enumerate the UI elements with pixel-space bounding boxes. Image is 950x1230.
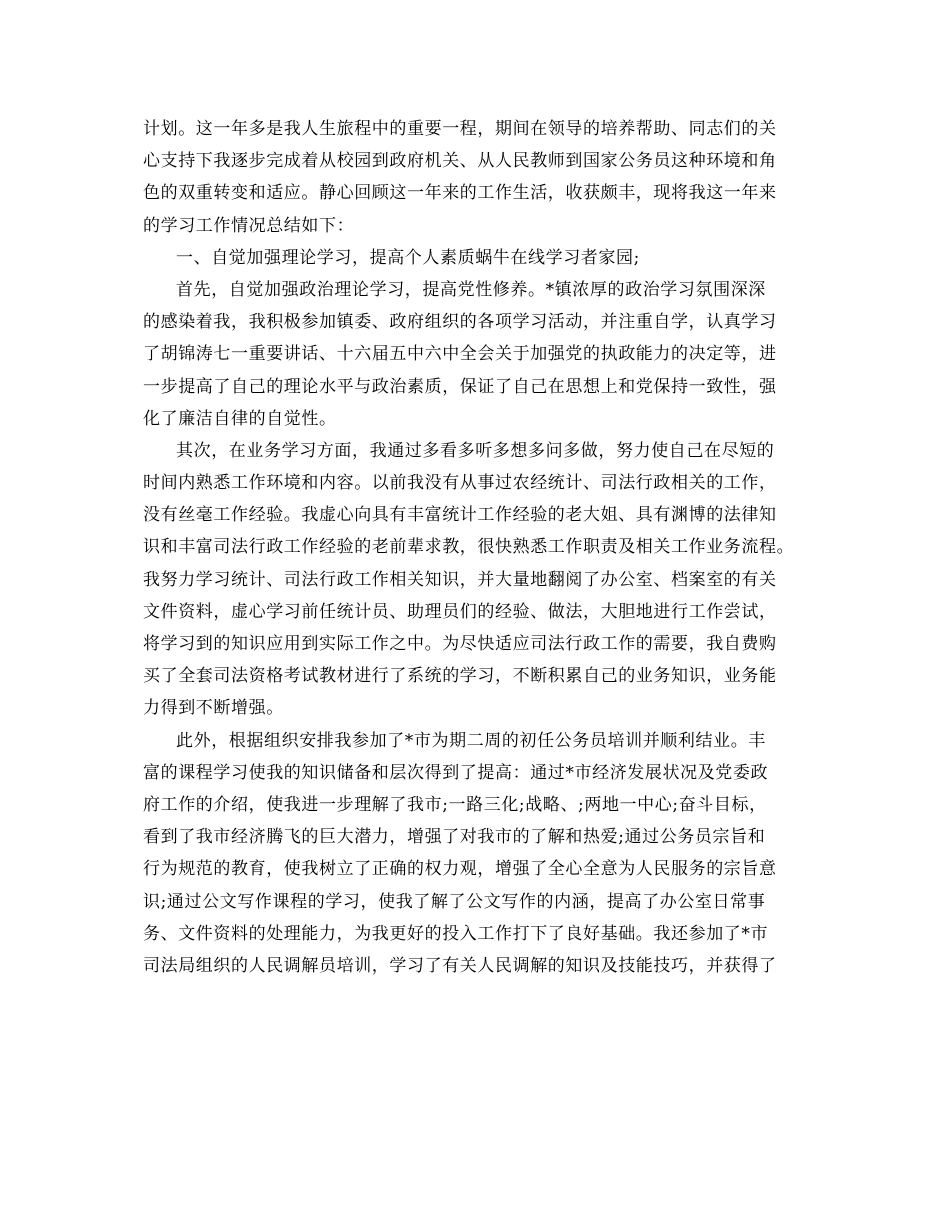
text-line: 一步提高了自己的理论水平与政治素质，保证了自己在思想上和党保持一致性，强: [143, 376, 777, 397]
text-line: 看到了我市经济腾飞的巨大潜力，增强了对我市的了解和热爱;通过公务员宗旨和: [143, 827, 766, 848]
text-line: 司法局组织的人民调解员培训，学习了有关人民调解的知识及技能技巧，并获得了: [143, 955, 777, 976]
text-line: 行为规范的教育，使我树立了正确的权力观，增强了全心全意为人民服务的宗旨意: [143, 859, 777, 880]
text-line: 力得到不断增强。: [143, 698, 284, 719]
document-body: [143, 113, 819, 982]
text-line: 识;通过公文写作课程的学习，使我了解了公文写作的内涵，提高了办公室日常事: [143, 891, 766, 912]
text-line: 了胡锦涛七一重要讲话、十六届五中六中全会关于加强党的执政能力的决定等，进: [143, 344, 777, 365]
text-line: 买了全套司法资格考试教材进行了系统的学习，不断积累自己的业务知识，业务能: [143, 666, 777, 687]
text-line: 文件资料，虚心学习前任统计员、助理员们的经验、做法，大胆地进行工作尝试，: [143, 601, 777, 622]
text-line: 的学习工作情况总结如下：: [143, 215, 355, 236]
text-line: 没有丝毫工作经验。我虚心向具有丰富统计工作经验的老大姐、具有渊博的法律知: [143, 505, 777, 526]
section-heading: 一、自觉加强理论学习，提高个人素质蜗牛在线学习者家园;: [176, 247, 640, 268]
text-line: 府工作的介绍，使我进一步理解了我市;一路三化;战略、;两地一中心;奋斗目标，: [143, 794, 767, 815]
text-line: 将学习到的知识应用到实际工作之中。为尽快适应司法行政工作的需要，我自费购: [143, 634, 777, 654]
text-line: 务、文件资料的处理能力，为我更好的投入工作打下了良好基础。我还参加了*市: [143, 923, 769, 944]
text-line: 的感染着我，我积极参加镇委、政府组织的各项学习活动，并注重自学，认真学习: [143, 312, 777, 333]
text-line: 色的双重转变和适应。静心回顾这一年来的工作生活，收获颇丰，现将我这一年来: [143, 183, 777, 204]
text-line: 首先，自觉加强政治理论学习，提高党性修养。*镇浓厚的政治学习氛围深深: [176, 279, 766, 300]
text-line: 心支持下我逐步完成着从校园到政府机关、从人民教师到国家公务员这种环境和角: [143, 151, 777, 172]
text-line: 其次，在业务学习方面，我通过多看多听多想多问多做，努力使自己在尽短的: [176, 440, 775, 461]
text-line: 化了廉洁自律的自觉性。: [143, 408, 337, 429]
text-line: 时间内熟悉工作环境和内容。以前我没有从事过农经统计、司法行政相关的工作，: [143, 473, 777, 494]
text-line: 此外，根据组织安排我参加了*市为期二周的初任公务员培训并顺利结业。丰: [176, 730, 766, 751]
text-line: 富的课程学习使我的知识储备和层次得到了提高：通过*市经济发展状况及党委政: [143, 762, 769, 783]
text-line: 识和丰富司法行政工作经验的老前辈求教，很快熟悉工作职责及相关工作业务流程。: [143, 537, 795, 558]
text-line: 计划。这一年多是我人生旅程中的重要一程，期间在领导的培养帮助、同志们的关: [143, 119, 777, 139]
text-line: 我努力学习统计、司法行政工作相关知识，并大量地翻阅了办公室、档案室的有关: [143, 569, 777, 590]
